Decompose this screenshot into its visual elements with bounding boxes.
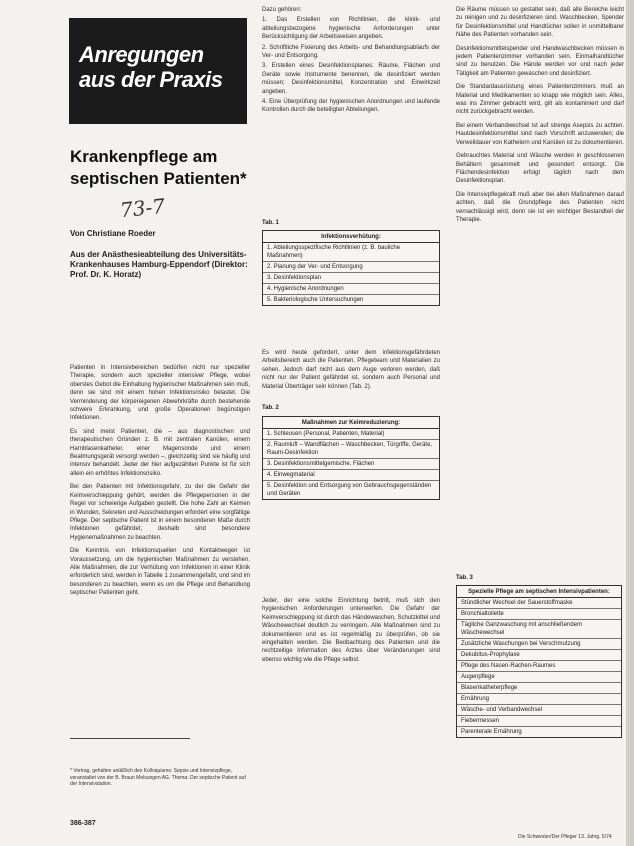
- paragraph: Desinfektionsmittelspender und Handwaschbecken müssen in jedem Patientenzimmer vorhanden sein. Einmalhandtücher sind zu benutzen. Die Hände werden vor und nach jeder Tätigkeit am Patienten gewaschen und desinfiziert.: [456, 45, 624, 77]
- table-row: Ernährung: [457, 694, 621, 705]
- table-row: Bronchialtoilette: [457, 609, 621, 620]
- list-item: 3. Erstellen eines Desinfektionsplanes: Räume, Flächen und Geräte sowie Instrumente benennen, die desinfiziert werden müssen; Desinfektionsmittel, Konzentration und Einwirkzeit angeben.: [262, 63, 440, 95]
- author-affiliation: Aus der Anästhesieabteilung des Universitäts-Krankenhauses Hamburg-Eppendorf (Direktor: Prof. Dr. K. Horatz): [70, 250, 248, 279]
- paragraph: Die Kenntnis von Infektionsquellen und Kontaktwegen ist Voraussetzung, um die hygienischen Maßnahmen zu verstehen. Alle Maßnahmen, die zur Verhütung von Infektionen in einer Klinik erforderlich sind, werden in Tabelle 1 zusammengefaßt, und sind im besonderen zu beachten, wenn es um die Pflege und Behandlung septischer Patienten geht.: [70, 548, 250, 597]
- table-row: 5. Desinfektion und Entsorgung von Gebrauchsgegenständen und Geräten: [267, 483, 432, 497]
- body-column-2-bottom: [262, 597, 440, 669]
- table-row: 2. Planung der Ver- und Entsorgung: [263, 262, 439, 273]
- paragraph: Die Räume müssen so gestaltet sein, daß alle Bereiche leicht zu reinigen und zu desinfizieren sind. Waschbecken, Spender für Desinfektionsmittel und Handtücher sollen in unmittelbarer Nähe des Patienten vorhanden sein.: [456, 7, 624, 39]
- paragraph: Dazu gehören:: [262, 7, 302, 13]
- page-edge: [626, 0, 634, 846]
- paragraph: Die Standardausrüstung eines Patientenzimmers muß an Material und Medikamenten so knapp wie möglich sein. Alles, was ins Zimmer gebracht wird, gilt als kontaminiert und darf nicht zurückgebracht werden.: [456, 84, 624, 116]
- table-row: 2. Raumluft – Wandflächen – Waschbecken, Türgriffe, Geräte, Raum-Desinfektion: [263, 440, 439, 459]
- paragraph: Gebrauchtes Material und Wäsche werden in geschlossenen Behältern gesammelt und gesondert entsorgt. Die Flächendesinfektion erfolgt täglich nach dem Desinfektionsplan.: [456, 153, 624, 185]
- table-row: 1. Schleusen (Personal, Patienten, Material): [263, 429, 439, 440]
- page-number: 386-387: [70, 820, 96, 827]
- paragraph: Patienten in Intensivbereichen bedürfen nicht nur spezieller Therapie, sondern auch spezieller intensiver Pflege, wobei oberstes Gebot die Einhaltung hygienischer Maßnahmen sein muß, denn sie sind mit einem hohen Infektionsrisiko belastet. Die Verminderung der körpereigenen Abwehrkräfte durch bestehende schwere Erkrankung, und große Operationen begünstigen Infektionen.: [70, 365, 250, 422]
- table-row: Zusätzliche Waschungen bei Verschmutzung: [457, 639, 621, 650]
- table-row: Dekubitus-Prophylaxe: [457, 650, 621, 661]
- list-item: 2. Schriftliche Fixierung des Arbeits- und Behandlungsablaufs der Ver- und Entsorgung.: [262, 44, 440, 60]
- table-row: Fiebermessen: [457, 716, 621, 727]
- table-row: Augenpflege: [457, 672, 621, 683]
- paragraph: Die Intensivpflegekraft muß aber bei allen Maßnahmen darauf achten, daß die Grundpflege des Patienten nicht vernachlässigt wird, denn sie ist ein wichtiger Bestandteil der Therapie.: [456, 191, 624, 223]
- body-column-3: [456, 6, 624, 229]
- table-row: Stündlicher Wechsel der Sauerstoffmaske: [457, 598, 621, 609]
- table-row: 4. Hygienische Anordnungen: [263, 284, 439, 295]
- table-row: 3. Desinfektionsmittelgemische, Flächen: [263, 459, 439, 470]
- list-item: 1. Das Erstellen von Richtlinien, die klinik- und abteilungsbezogene hygienische Anforderungen unter Berücksichtigung der Arbeitsweisen angeben.: [262, 17, 440, 41]
- table-row: Pflege des Nasen-Rachen-Raumes: [457, 661, 621, 672]
- article-title: Krankenpflege am septischen Patienten*: [70, 147, 247, 188]
- table-3: [456, 585, 622, 738]
- table-row: Parenterale Ernährung: [461, 729, 522, 735]
- body-column-1: [70, 364, 250, 603]
- paragraph: Bei einem Verbandwechsel ist auf strenge Asepsis zu achten. Hautdesinfektionsmittel sind nach Vorschrift anzuwenden; die Verweildauer von Kathetern und Kanülen ist zu dokumentieren.: [456, 122, 624, 146]
- paragraph: Jeder, der eine solche Einrichtung betritt, muß sich den hygienischen Anforderungen unterwerfen. Die Gefahr der Keimverschleppung ist durch das Händewaschen, Schutzkittel und Wäschewechsel deutlich zu verringern. Alle Maßnahmen sind zu dokumentieren und es ist regelmäßig zu überprüfen, ob sie eingehalten werden. Die Beobachtung des Patienten und die rechtzeitige Information des Arztes über Veränderungen sind ebenso wichtig wie die Pflege selbst.: [262, 598, 440, 663]
- list-item: 4. Eine Überprüfung der hygienischen Anordnungen und laufende Kontrollen durch die beteiligten Abteilungen.: [262, 99, 440, 114]
- paragraph: Es sind meist Patienten, die – aus diagnostischen und therapeutischen Gründen z. B. mit zentralen Kanülen, einem Harnblasenkatheter, einer Magensonde und einem Beatmungsgerät versorgt werden –, gleichzeitig sind sie häufig und intensiv behandelt. Jeder der hier aufgezählten Punkte ist für sich allein ein erhöhtes Infektionsrisiko.: [70, 428, 250, 477]
- table-1-heading: Infektionsverhütung:: [263, 231, 439, 243]
- table-row: 3. Desinfektionsplan: [263, 273, 439, 284]
- table-1-label: Tab. 1: [262, 220, 279, 226]
- table-2-heading: Maßnahmen zur Keimreduzierung:: [263, 417, 439, 429]
- table-2-label: Tab. 2: [262, 405, 279, 411]
- table-1: [262, 230, 440, 306]
- paragraph: Bei den Patienten mit Infektionsgefahr, zu der die Gefahr der Keimverschleppung gehört, werden die Pflegepersonen in der Regel vor schwierige Aufgaben gestellt. Die hohe Zahl an Keimen in Wunden, Sekreten und Ausscheidungen erfordert eine sorgfältige Pflege. Der septische Patient ist in einem besonderen Maße durch Infektionen gefährdet, deshalb sind besondere Hygienemaßnahmen zu beachten.: [70, 484, 251, 541]
- table-row: Wäsche- und Verbandwechsel: [457, 705, 621, 716]
- banner-title: Anregungen aus der Praxis: [79, 42, 223, 92]
- table-row: 5. Bakteriologische Untersuchungen: [267, 297, 364, 303]
- body-column-2-middle: [262, 349, 440, 396]
- table-row: Blasenkatheterpflege: [457, 683, 621, 694]
- section-banner: [69, 18, 247, 124]
- table-row: Tägliche Ganzwaschung mit anschließendem Wäschewechsel: [457, 620, 621, 639]
- running-footer: Die Schwester/Der Pfleger 13. Jahrg. 5/74: [518, 834, 612, 840]
- table-2: [262, 416, 440, 500]
- body-column-2: [262, 6, 440, 120]
- table-3-label: Tab. 3: [456, 575, 473, 581]
- paragraph: Es wird heute gefordert, unter dem infektionsgefährdeten Arbeitsbereich auch die Patienten, Pflegeteam und Materialien zu sehen. Jedoch darf nicht aus dem Auge verloren werden, daß nicht nur der Patient gefährdet ist, sondern auch Personal und Material Überträger sein können (Tab. 2).: [262, 350, 440, 390]
- table-3-heading: Spezielle Pflege am septischen Intensivpatienten:: [457, 586, 621, 598]
- table-row: 4. Einwegmaterial: [263, 470, 439, 481]
- table-row: 1. Abteilungsspezifische Richtlinien (z. B. bauliche Maßnahmen): [263, 243, 439, 262]
- article-author: Von Christiane Roeder: [70, 229, 156, 238]
- footnote: * Vortrag, gehalten anläßlich des Kolloquiums: Sepsis und Intensivpflege, veranstaltet von der B. Braun Melsungen AG. Thema: Der septische Patient auf der Intensivstation.: [70, 768, 246, 787]
- footnote-rule: [70, 738, 190, 739]
- handwritten-note: 73-7: [118, 193, 167, 223]
